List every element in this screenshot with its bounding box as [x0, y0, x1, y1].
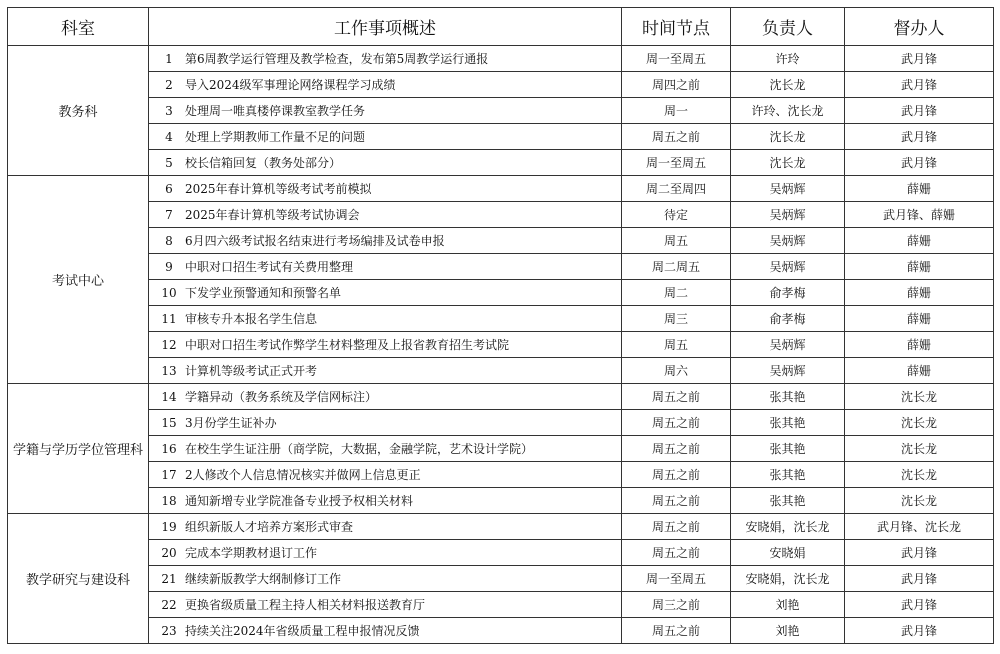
dept-cell: 教务科 [8, 46, 149, 176]
table-row [8, 332, 994, 358]
supervisor-cell: 薛姗 [845, 228, 994, 254]
time-cell: 周一至周五 [622, 566, 731, 592]
owner-cell: 许玲 [731, 46, 845, 72]
owner-cell: 许玲、沈长龙 [731, 98, 845, 124]
item-number: 13 [161, 364, 177, 378]
dept-cell: 学籍与学历学位管理科 [8, 384, 149, 514]
supervisor-cell: 薛姗 [845, 332, 994, 358]
owner-cell: 刘艳 [731, 592, 845, 618]
task-cell [149, 72, 622, 98]
task-cell [149, 358, 622, 384]
task-cell [149, 202, 622, 228]
table-row [8, 566, 994, 592]
item-number: 1 [165, 52, 173, 66]
table-row [8, 358, 994, 384]
table-row [8, 306, 994, 332]
item-number: 4 [165, 130, 173, 144]
task-cell [149, 46, 622, 72]
table-row [8, 72, 994, 98]
item-number: 7 [165, 208, 173, 222]
supervisor-cell: 薛姗 [845, 176, 994, 202]
task-cell [149, 150, 622, 176]
owner-cell: 吴炳辉 [731, 202, 845, 228]
table-row [8, 46, 994, 72]
task-text: 处理上学期教师工作量不足的问题 [185, 130, 366, 144]
table-row [8, 98, 994, 124]
task-text: 通知新增专业学院准备专业授予权相关材料 [185, 494, 414, 508]
table-body [8, 46, 994, 644]
supervisor-cell: 武月锋 [845, 124, 994, 150]
time-cell: 周五之前 [622, 540, 731, 566]
time-cell: 周五 [622, 332, 731, 358]
task-cell [149, 410, 622, 436]
task-text: 校长信箱回复（教务处部分） [185, 156, 342, 170]
supervisor-cell: 沈长龙 [845, 436, 994, 462]
table-row [8, 254, 994, 280]
time-cell: 周三 [622, 306, 731, 332]
owner-cell: 沈长龙 [731, 150, 845, 176]
time-cell: 周四之前 [622, 72, 731, 98]
time-cell: 周一 [622, 98, 731, 124]
dept-cell: 考试中心 [8, 176, 149, 384]
table-row [8, 280, 994, 306]
supervisor-cell: 沈长龙 [845, 488, 994, 514]
header-time: 时间节点 [622, 8, 731, 46]
task-cell [149, 124, 622, 150]
task-text: 学籍异动（教务系统及学信网标注） [185, 390, 378, 404]
time-cell: 周一至周五 [622, 150, 731, 176]
item-number: 15 [161, 416, 177, 430]
work-schedule-table [7, 7, 994, 644]
task-text: 中职对口招生考试有关费用整理 [185, 260, 354, 274]
supervisor-cell: 沈长龙 [845, 384, 994, 410]
header-supervisor: 督办人 [845, 8, 994, 46]
task-text: 完成本学期教材退订工作 [185, 546, 318, 560]
owner-cell: 安晓娟，沈长龙 [731, 566, 845, 592]
task-cell [149, 384, 622, 410]
table-row [8, 488, 994, 514]
supervisor-cell: 武月锋 [845, 72, 994, 98]
table-row [8, 124, 994, 150]
task-text: 中职对口招生考试作弊学生材料整理及上报省教育招生考试院 [185, 338, 510, 352]
table-row [8, 384, 994, 410]
item-number: 5 [165, 156, 173, 170]
owner-cell: 吴炳辉 [731, 254, 845, 280]
item-number: 8 [165, 234, 173, 248]
supervisor-cell: 薛姗 [845, 358, 994, 384]
table-row [8, 462, 994, 488]
time-cell: 周三之前 [622, 592, 731, 618]
time-cell: 周一至周五 [622, 46, 731, 72]
task-cell [149, 618, 622, 644]
time-cell: 周二周五 [622, 254, 731, 280]
time-cell: 待定 [622, 202, 731, 228]
item-number: 11 [161, 312, 177, 326]
task-text: 导入2024级军事理论网络课程学习成绩 [185, 78, 396, 92]
item-number: 14 [161, 390, 177, 404]
task-text: 3月份学生证补办 [185, 416, 277, 430]
task-text: 处理周一唯真楼停课教室教学任务 [185, 104, 366, 118]
table-row [8, 202, 994, 228]
task-text: 审核专升本报名学生信息 [185, 312, 318, 326]
owner-cell: 沈长龙 [731, 124, 845, 150]
owner-cell: 刘艳 [731, 618, 845, 644]
task-text: 2025年春计算机等级考试考前模拟 [185, 182, 372, 196]
time-cell: 周五之前 [622, 384, 731, 410]
task-text: 持续关注2024年省级质量工程申报情况反馈 [185, 624, 420, 638]
item-number: 22 [161, 598, 177, 612]
task-cell [149, 306, 622, 332]
table-row [8, 176, 994, 202]
task-text: 2人修改个人信息情况核实并做网上信息更正 [185, 468, 421, 482]
task-cell [149, 488, 622, 514]
supervisor-cell: 武月锋、沈长龙 [845, 514, 994, 540]
time-cell: 周五 [622, 228, 731, 254]
supervisor-cell: 薛姗 [845, 254, 994, 280]
task-cell [149, 592, 622, 618]
table-row [8, 618, 994, 644]
task-cell [149, 176, 622, 202]
item-number: 17 [161, 468, 177, 482]
task-text: 下发学业预警通知和预警名单 [185, 286, 342, 300]
supervisor-cell: 武月锋 [845, 592, 994, 618]
header-task: 工作事项概述 [149, 8, 622, 46]
item-number: 10 [161, 286, 177, 300]
supervisor-cell: 武月锋 [845, 98, 994, 124]
owner-cell: 吴炳辉 [731, 228, 845, 254]
owner-cell: 吴炳辉 [731, 358, 845, 384]
owner-cell: 沈长龙 [731, 72, 845, 98]
schedule-table-wrapper [7, 7, 994, 644]
item-number: 20 [161, 546, 177, 560]
table-row [8, 228, 994, 254]
time-cell: 周五之前 [622, 514, 731, 540]
task-cell [149, 462, 622, 488]
task-cell [149, 332, 622, 358]
item-number: 23 [161, 624, 177, 638]
owner-cell: 俞孝梅 [731, 306, 845, 332]
owner-cell: 安晓娟 [731, 540, 845, 566]
header-owner: 负责人 [731, 8, 845, 46]
task-text: 第6周教学运行管理及教学检查，发布第5周教学运行通报 [185, 52, 489, 66]
table-row [8, 592, 994, 618]
supervisor-cell: 沈长龙 [845, 462, 994, 488]
table-row [8, 540, 994, 566]
owner-cell: 张其艳 [731, 384, 845, 410]
supervisor-cell: 薛姗 [845, 280, 994, 306]
header-dept: 科室 [8, 8, 149, 46]
time-cell: 周五之前 [622, 436, 731, 462]
time-cell: 周五之前 [622, 488, 731, 514]
supervisor-cell: 武月锋、薛姗 [845, 202, 994, 228]
time-cell: 周二至周四 [622, 176, 731, 202]
item-number: 9 [165, 260, 173, 274]
task-text: 在校生学生证注册（商学院，大数据，金融学院，艺术设计学院） [185, 442, 534, 456]
supervisor-cell: 薛姗 [845, 306, 994, 332]
owner-cell: 俞孝梅 [731, 280, 845, 306]
time-cell: 周六 [622, 358, 731, 384]
time-cell: 周五之前 [622, 124, 731, 150]
item-number: 12 [161, 338, 177, 352]
supervisor-cell: 武月锋 [845, 46, 994, 72]
task-text: 组织新版人才培养方案形式审查 [185, 520, 354, 534]
owner-cell: 张其艳 [731, 488, 845, 514]
task-cell [149, 228, 622, 254]
supervisor-cell: 武月锋 [845, 540, 994, 566]
owner-cell: 吴炳辉 [731, 332, 845, 358]
task-text: 6月四六级考试报名结束进行考场编排及试卷申报 [185, 234, 445, 248]
task-cell [149, 514, 622, 540]
owner-cell: 张其艳 [731, 462, 845, 488]
time-cell: 周五之前 [622, 618, 731, 644]
item-number: 6 [165, 182, 173, 196]
item-number: 16 [161, 442, 177, 456]
time-cell: 周二 [622, 280, 731, 306]
task-text: 2025年春计算机等级考试协调会 [185, 208, 360, 222]
time-cell: 周五之前 [622, 410, 731, 436]
item-number: 3 [165, 104, 173, 118]
task-text: 计算机等级考试正式开考 [185, 364, 318, 378]
dept-cell: 教学研究与建设科 [8, 514, 149, 644]
table-row [8, 150, 994, 176]
owner-cell: 安晓娟，沈长龙 [731, 514, 845, 540]
task-cell [149, 98, 622, 124]
table-row [8, 436, 994, 462]
task-cell [149, 254, 622, 280]
owner-cell: 吴炳辉 [731, 176, 845, 202]
supervisor-cell: 武月锋 [845, 150, 994, 176]
task-text: 更换省级质量工程主持人相关材料报送教育厅 [185, 598, 426, 612]
table-row [8, 410, 994, 436]
header-row [8, 8, 994, 46]
supervisor-cell: 武月锋 [845, 566, 994, 592]
item-number: 19 [161, 520, 177, 534]
item-number: 2 [165, 78, 173, 92]
task-cell [149, 280, 622, 306]
table-row [8, 514, 994, 540]
item-number: 18 [161, 494, 177, 508]
time-cell: 周五之前 [622, 462, 731, 488]
item-number: 21 [161, 572, 177, 586]
owner-cell: 张其艳 [731, 410, 845, 436]
owner-cell: 张其艳 [731, 436, 845, 462]
supervisor-cell: 沈长龙 [845, 410, 994, 436]
task-cell [149, 566, 622, 592]
task-cell [149, 540, 622, 566]
supervisor-cell: 武月锋 [845, 618, 994, 644]
task-text: 继续新版教学大纲制修订工作 [185, 572, 342, 586]
task-cell [149, 436, 622, 462]
